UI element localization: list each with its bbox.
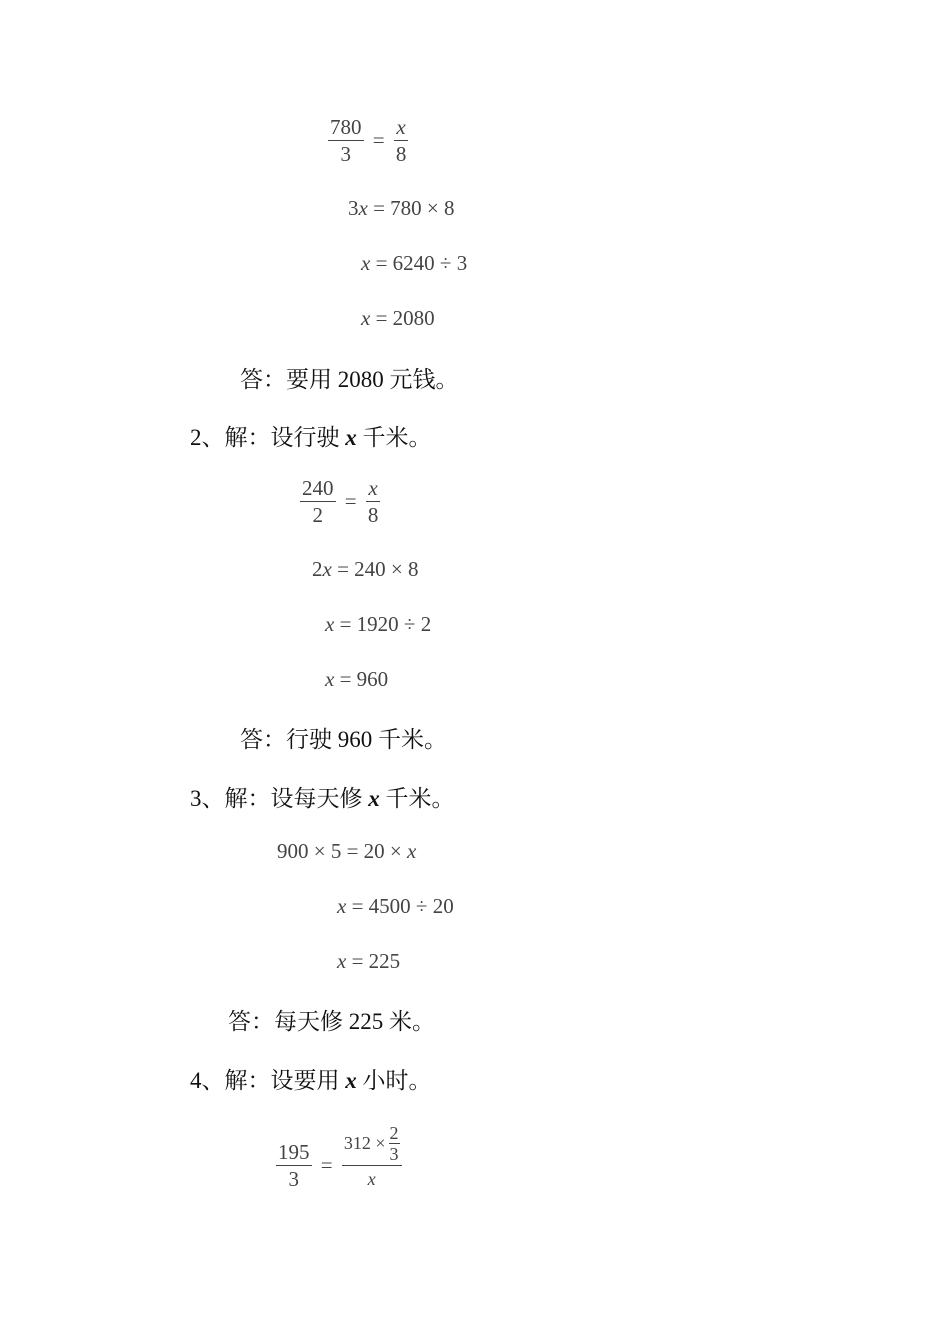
s1-step-4-var: x — [361, 306, 371, 330]
s4-heading-pre: 4、解：设要用 — [190, 1068, 346, 1093]
s1-step-2-coef: 3 — [348, 196, 359, 220]
s3-step-2 — [337, 894, 454, 919]
s2-step-4-var: x — [325, 667, 335, 691]
s4-frac-lhs — [276, 1140, 312, 1191]
s2-step-2-var: x — [322, 557, 332, 581]
s4-equals: = — [320, 1153, 333, 1177]
s1-frac-lhs — [328, 115, 364, 166]
s2-step-3-rest: = 1920 ÷ 2 — [334, 612, 432, 636]
s2-proportion — [300, 476, 380, 527]
s1-proportion — [328, 115, 408, 166]
s1-frac-rhs — [394, 115, 409, 166]
s4-frac-rhs-num — [342, 1123, 402, 1166]
s1-step-2-var: x — [358, 196, 368, 220]
s1-frac-lhs-num: 780 — [330, 115, 362, 139]
s1-step-2-rest: = 780 × 8 — [367, 196, 455, 220]
s2-heading-post: 千米。 — [356, 425, 432, 450]
s1-frac-rhs-den: 8 — [395, 142, 407, 166]
s3-answer: 答：每天修 225 米。 — [228, 1009, 435, 1034]
s4-frac-rhs-den: x — [367, 1168, 376, 1189]
s4-heading-post: 小时。 — [356, 1068, 432, 1093]
s2-heading — [190, 419, 432, 452]
s2-frac-lhs-num: 240 — [302, 476, 334, 500]
s2-frac-rhs-num: x — [368, 476, 378, 500]
s2-answer: 答：行驶 960 千米。 — [240, 727, 447, 752]
s3-step-3-var: x — [337, 949, 347, 973]
s3-heading — [190, 780, 455, 813]
s4-frac-rhs — [342, 1123, 402, 1191]
s2-frac-lhs — [300, 476, 336, 527]
s3-step-3-rest: = 225 — [346, 949, 401, 973]
s1-step-4-rest: = 2080 — [370, 306, 435, 330]
s4-frac-lhs-den: 3 — [288, 1167, 299, 1191]
s3-heading-post: 千米。 — [379, 786, 455, 811]
s1-frac-rhs-num: x — [396, 115, 406, 139]
s4-proportion — [276, 1122, 402, 1191]
s2-step-2 — [312, 557, 419, 582]
s2-step-2-coef: 2 — [312, 557, 323, 581]
s4-frac-lhs-num: 195 — [278, 1140, 310, 1164]
s2-frac-rhs — [366, 476, 381, 527]
s3-step-1-var: x — [407, 839, 417, 863]
s2-step-3 — [325, 612, 431, 637]
s4-heading — [190, 1062, 432, 1095]
s3-step-1 — [277, 839, 416, 864]
s1-step-2 — [348, 196, 455, 221]
s2-heading-pre: 2、解：设行驶 — [190, 425, 346, 450]
s2-equals: = — [344, 489, 357, 513]
s2-heading-var: x — [345, 425, 357, 450]
s3-step-2-rest: = 4500 ÷ 20 — [346, 894, 454, 918]
s3-heading-pre: 3、解：设每天修 — [190, 786, 369, 811]
s2-step-4-rest: = 960 — [334, 667, 389, 691]
s1-step-3-var: x — [361, 251, 371, 275]
s4-rhs-sub-num: 2 — [389, 1122, 399, 1143]
s3-heading-var: x — [368, 786, 380, 811]
s1-frac-lhs-den: 3 — [340, 142, 351, 166]
s4-heading-var: x — [345, 1068, 357, 1093]
s2-step-2-rest: = 240 × 8 — [331, 557, 419, 581]
s2-step-4 — [325, 667, 388, 692]
s2-frac-lhs-den: 2 — [312, 503, 323, 527]
s3-step-3 — [337, 949, 400, 974]
s2-frac-rhs-den: 8 — [367, 503, 379, 527]
s4-rhs-sub-den: 3 — [389, 1143, 399, 1164]
s4-rhs-subfrac — [389, 1123, 400, 1164]
s1-equals: = — [372, 128, 385, 152]
s4-rhs-num-pre: 312 × — [343, 1133, 386, 1153]
s1-step-3 — [361, 251, 467, 276]
s3-step-2-var: x — [337, 894, 347, 918]
s1-answer: 答：要用 2080 元钱。 — [240, 367, 459, 392]
s3-step-1-pre: 900 × 5 = 20 × — [277, 839, 408, 863]
s2-step-3-var: x — [325, 612, 335, 636]
s1-step-3-rest: = 6240 ÷ 3 — [370, 251, 468, 275]
s1-step-4 — [361, 306, 435, 331]
